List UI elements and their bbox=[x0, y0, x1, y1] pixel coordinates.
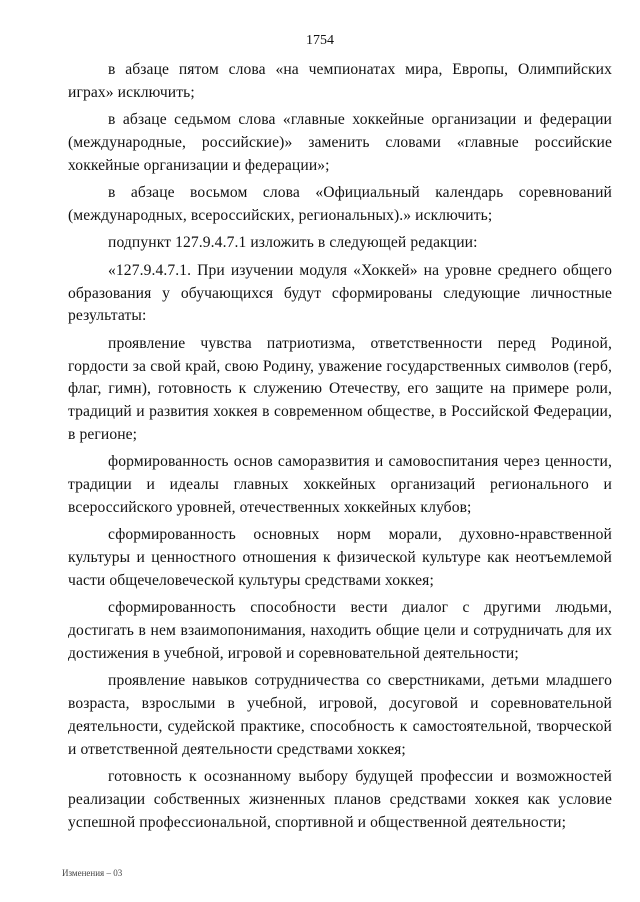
paragraph: сформированность основных норм морали, духовно-нравственной культуры и ценностного отношения к физической культуре как неотъемлемой части общечеловеческой культуры средствами хоккея; bbox=[68, 526, 612, 589]
footer-revision-note: Изменения – 03 bbox=[62, 868, 123, 878]
paragraph: «127.9.4.7.1. При изучении модуля «Хоккей» на уровне среднего общего образования у обучающихся будут сформированы следующие личностные результаты: bbox=[68, 261, 612, 325]
paragraph: в абзаце седьмом слова «главные хоккейные организации и федерации (международные, российские)» заменить словами «главные российские хоккейные организации и федерации»; bbox=[68, 111, 612, 174]
document-body bbox=[68, 59, 612, 839]
paragraph: готовность к осознанному выбору будущей профессии и возможностей реализации собственных жизненных планов средствами хоккея как условие успешной профессиональной, спортивной и общественной деятельности; bbox=[68, 768, 612, 831]
paragraph: подпункт 127.9.4.7.1 изложить в следующей редакции: bbox=[108, 234, 478, 252]
paragraph: сформированность способности вести диалог с другими людьми, достигать в нем взаимопонимания, находить общие цели и сотрудничать для их достижения в учебной, игровой и соревновательной деятельности; bbox=[68, 599, 612, 662]
page-number: 1754 bbox=[306, 33, 334, 48]
paragraph: в абзаце восьмом слова «Официальный календарь соревнований (международных, всероссийских, региональных).» исключить; bbox=[68, 184, 612, 224]
paragraph: в абзаце пятом слова «на чемпионатах мира, Европы, Олимпийских играх» исключить; bbox=[68, 61, 612, 101]
paragraph: формированность основ саморазвития и самовоспитания через ценности, традиции и идеалы главных хоккейных организаций регионального и всероссийского уровней, отечественных хоккейных клубов; bbox=[68, 453, 612, 516]
paragraph: проявление навыков сотрудничества со сверстниками, детьми младшего возраста, взрослыми в учебной, игровой, досуговой и соревновательной деятельности, судейской практике, способность к самостоятельной, творческой и ответственной деятельности средствами хоккея; bbox=[68, 672, 612, 758]
paragraph: проявление чувства патриотизма, ответственности перед Родиной, гордости за свой край, свою Родину, уважение государственных символов (герб, флаг, гимн), готовность к служению Отечеству, его защите на примере роли, традиций и развития хоккея в современном обществе, в Российской Федерации, в регионе; bbox=[68, 334, 612, 443]
